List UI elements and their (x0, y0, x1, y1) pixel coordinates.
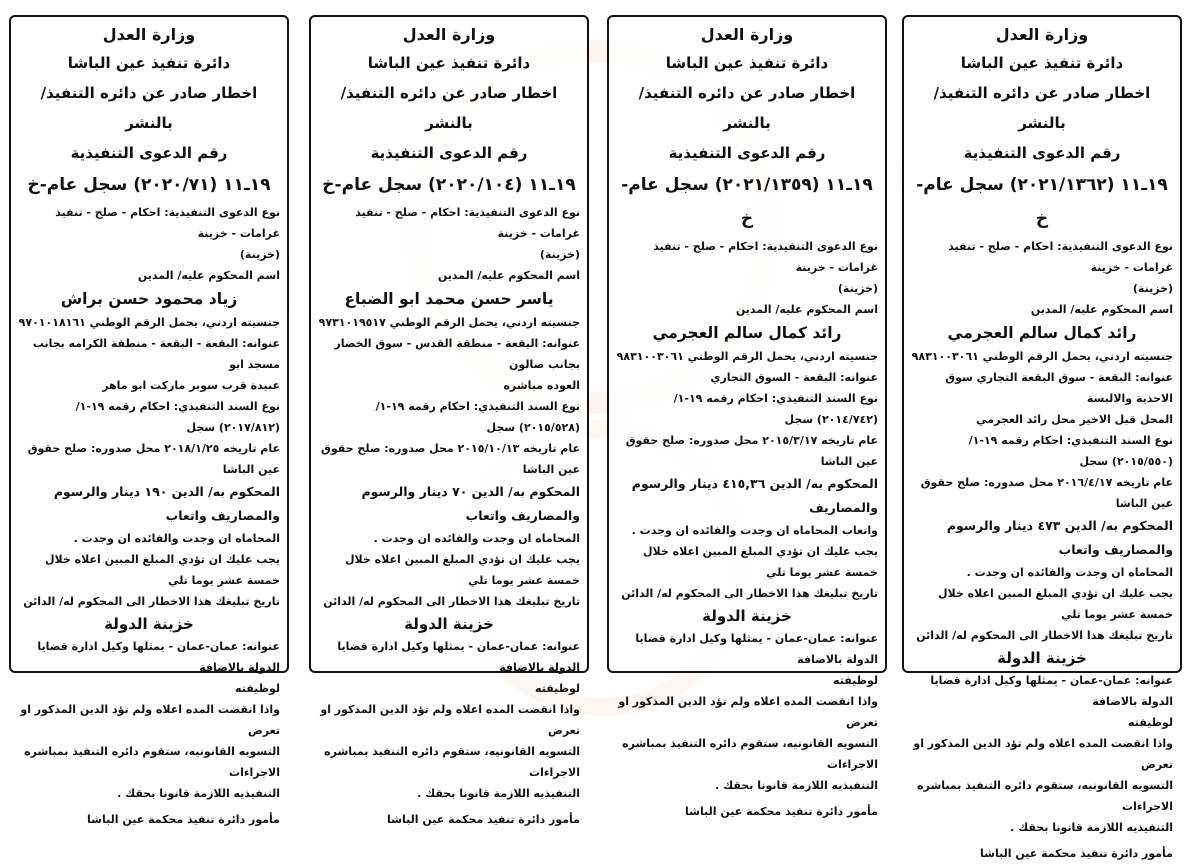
ministry-title: وزارة العدل (995, 25, 1089, 44)
notice-panel (9, 15, 289, 826)
case-heading: رقم الدعوى التنفيذية (370, 144, 528, 162)
warning-end: التنفيذيه اللازمة قانونا بحقك . (715, 779, 878, 792)
announcement-title: اخطار صادر عن دائره التنفيذ/ بالنشر (340, 84, 558, 132)
bond-cont: عام تاريخه ٢٠١٨/١/٢٥ محل صدوره: صلح حقوق عين الباشا (27, 442, 280, 476)
deadline: يجب عليك ان تؤدي المبلغ المبين اعلاه خلال خمسة عشر يوما تلي (344, 553, 580, 587)
judgment: المحكوم به/ الدين ٤١٥,٣٦ دينار والرسوم والمصاريف (631, 476, 878, 515)
case-type-cont: (خزينة) (1132, 282, 1173, 295)
bond: نوع السند التنفيذي: احكام رقمه ١٩-١/ (٢٠١٥/٥٥٠) سجل (968, 434, 1173, 468)
address: عنوانه: البقعة - سوق البقعة التجاري سوق الاحذية والالبسة (945, 371, 1173, 405)
creditor-title: خزينة الدولة (404, 615, 494, 633)
signature: مأمور دائرة تنفيذ محكمة عين الباشا (685, 805, 878, 818)
warning-end: التنفيذيه اللازمة قانونا بحقك . (417, 787, 580, 800)
bond-cont: عام تاريخه ٢٠١٦/٤/١٧ محل صدوره: صلح حقوق عين الباشا (920, 476, 1173, 510)
creditor-title: خزينة الدولة (104, 615, 194, 633)
announcement-title: اخطار صادر عن دائره التنفيذ/ بالنشر (40, 84, 258, 132)
announcement-title: اخطار صادر عن دائره التنفيذ/ بالنشر (933, 84, 1151, 132)
deadline-cont: تاريخ تبليغك هذا الاخطار الى المحكوم له/ الدائن (621, 587, 878, 600)
creditor-address-cont: لوظيفته (1128, 716, 1173, 729)
bond: نوع السند التنفيذي: احكام رقمه ١٩-١/ (٢٠١٤/٧٤٢) سجل (673, 392, 878, 426)
warning: واذا انقضت المده اعلاه ولم تؤد الدين المذكور او تعرض (320, 703, 580, 737)
address-cont: العوده مباشره (503, 379, 580, 392)
bond: نوع السند التنفيذي: احكام رقمه ١٩-١/ (٢٠١٥/٥٢٨) سجل (375, 400, 580, 434)
address-cont: عبيدة قرب سوبر ماركت ابو ماهر (102, 379, 280, 392)
warning-cont: التسويه القانونيه، ستقوم دائره التنفيذ بمباشره الاجراءات (24, 745, 280, 779)
party-label: اسم المحكوم عليه/ المدين (437, 269, 580, 282)
case-type: نوع الدعوى التنفيذية: احكام - صلح - تنفيذ غرامات - خزينة (55, 206, 280, 240)
judgment-cont: المحاماه ان وجدت والفائده ان وجدت . (373, 532, 580, 545)
nationality: جنسيته اردني، يحمل الرقم الوطني ٩٨٣١٠٠٣٠٦١ (911, 350, 1173, 363)
deadline-cont: تاريخ تبليغك هذا الاخطار الى المحكوم له/ الدائن (23, 595, 280, 608)
warning-end: التنفيذيه اللازمة قانونا بحقك . (1010, 821, 1173, 834)
party-label: اسم المحكوم عليه/ المدين (735, 303, 878, 316)
deadline: يجب عليك ان تؤدي المبلغ المبين اعلاه خلال خمسة عشر يوما تلي (937, 587, 1173, 621)
creditor-title: خزينة الدولة (997, 649, 1087, 667)
case-heading: رقم الدعوى التنفيذية (963, 144, 1121, 162)
creditor-address-cont: لوظيفته (833, 674, 878, 687)
ministry-title: وزارة العدل (102, 25, 196, 44)
case-heading: رقم الدعوى التنفيذية (70, 144, 228, 162)
creditor-address: عنوانه: عمان-عمان - يمثلها وكيل ادارة قضايا الدولة بالاضافة (37, 640, 280, 674)
creditor-address: عنوانه: عمان-عمان - يمثلها وكيل ادارة قضايا الدولة بالاضافة (635, 632, 878, 666)
party-label: اسم المحكوم عليه/ المدين (137, 269, 280, 282)
debtor-name: زياد محمود حسن براش (60, 290, 238, 308)
department-title: دائرة تنفيذ عين الباشا (367, 54, 531, 72)
case-number: ١٩ـ١١ (٢٠٢١/١٣٦٢) سجل عام-خ (916, 175, 1168, 229)
nationality: جنسيته اردني، يحمل الرقم الوطني ٩٧٠١٠١٨١٦١ (18, 316, 280, 329)
notice-panel (607, 15, 887, 818)
signature: مأمور دائرة تنفيذ محكمة عين الباشا (980, 847, 1173, 860)
deadline: يجب عليك ان تؤدي المبلغ المبين اعلاه خلال خمسة عشر يوما تلي (44, 553, 280, 587)
creditor-address: عنوانه: عمان-عمان - يمثلها وكيل ادارة قضايا الدولة بالاضافة (930, 674, 1173, 708)
address-cont: المحل قبل الاخير محل رائد العجرمي (976, 413, 1173, 426)
case-type: نوع الدعوى التنفيذية: احكام - صلح - تنفيذ غرامات - خزينة (948, 240, 1173, 274)
deadline-cont: تاريخ تبليغك هذا الاخطار الى المحكوم له/ الدائن (916, 629, 1173, 642)
case-type: نوع الدعوى التنفيذية: احكام - صلح - تنفيذ غرامات - خزينة (653, 240, 878, 274)
notice-panel (309, 15, 589, 826)
address: عنوانه: البقعة - السوق التجاري (710, 371, 878, 384)
case-type-cont: (خزينة) (239, 248, 280, 261)
address: عنوانه: البقعة - البقعة - منطقة الكرامه بجانب مسجد ابو (32, 337, 280, 371)
ministry-title: وزارة العدل (700, 25, 794, 44)
warning-cont: التسويه القانونيه، ستقوم دائره التنفيذ بمباشره الاجراءات (917, 779, 1173, 813)
warning-cont: التسويه القانونيه، ستقوم دائره التنفيذ بمباشره الاجراءات (324, 745, 580, 779)
judgment: المحكوم به/ الدين ١٩٠ دينار والرسوم والمصاريف واتعاب (53, 484, 280, 523)
nationality: جنسيته اردني، يحمل الرقم الوطني ٩٨٣١٠٠٣٠٦١ (616, 350, 878, 363)
department-title: دائرة تنفيذ عين الباشا (67, 54, 231, 72)
creditor-address-cont: لوظيفته (535, 682, 580, 695)
warning-cont: التسويه القانونيه، ستقوم دائره التنفيذ بمباشره الاجراءات (622, 737, 878, 771)
judgment-cont: المحاماه ان وجدت والفائده ان وجدت . (966, 566, 1173, 579)
notice-panel (902, 15, 1182, 860)
creditor-title: خزينة الدولة (702, 607, 792, 625)
creditor-address: عنوانه: عمان-عمان - يمثلها وكيل ادارة قضايا الدولة بالاضافة (337, 640, 580, 674)
judgment: المحكوم به/ الدين ٧٠ دينار والرسوم والمصاريف واتعاب (361, 484, 580, 523)
case-type-cont: (خزينة) (837, 282, 878, 295)
bond: نوع السند التنفيذي: احكام رقمه ١٩-١/ (٢٠١٧/٨١٢) سجل (75, 400, 280, 434)
bond-cont: عام تاريخه ٢٠١٥/١٠/١٣ محل صدوره: صلح حقوق عين الباشا (321, 442, 580, 476)
debtor-name: ياسر حسن محمد ابو الضباع (344, 290, 554, 308)
warning: واذا انقضت المده اعلاه ولم تؤد الدين المذكور او تعرض (913, 737, 1173, 771)
judgment: المحكوم به/ الدين ٤٧٣ دينار والرسوم والمصاريف واتعاب (946, 518, 1173, 557)
bond-cont: عام تاريخه ٢٠١٥/٣/١٧ محل صدوره: صلح حقوق عين الباشا (625, 434, 878, 468)
case-type-cont: (خزينة) (539, 248, 580, 261)
debtor-name: رائد كمال سالم العجرمي (947, 324, 1137, 342)
department-title: دائرة تنفيذ عين الباشا (665, 54, 829, 72)
debtor-name: رائد كمال سالم العجرمي (652, 324, 842, 342)
warning-end: التنفيذيه اللازمة قانونا بحقك . (117, 787, 280, 800)
address: عنوانه: البقعة - منطقة القدس - سوق الخضار بجانب صالون (334, 337, 580, 371)
warning: واذا انقضت المده اعلاه ولم تؤد الدين المذكور او تعرض (20, 703, 280, 737)
warning: واذا انقضت المده اعلاه ولم تؤد الدين المذكور او تعرض (618, 695, 878, 729)
department-title: دائرة تنفيذ عين الباشا (960, 54, 1124, 72)
signature: مأمور دائرة تنفيذ محكمة عين الباشا (387, 813, 580, 826)
case-number: ١٩ـ١١ (٢٠٢٠/٧١) سجل عام-خ (27, 175, 271, 195)
ministry-title: وزارة العدل (402, 25, 496, 44)
signature: مأمور دائرة تنفيذ محكمة عين الباشا (87, 813, 280, 826)
case-number: ١٩ـ١١ (٢٠٢١/١٣٥٩) سجل عام-خ (621, 175, 873, 229)
announcement-title: اخطار صادر عن دائره التنفيذ/ بالنشر (638, 84, 856, 132)
judgment-cont: واتعاب المحاماه ان وجدت والفائده ان وجدت . (631, 524, 878, 537)
case-heading: رقم الدعوى التنفيذية (668, 144, 826, 162)
case-number: ١٩ـ١١ (٢٠٢٠/١٠٤) سجل عام-خ (322, 175, 576, 195)
judgment-cont: المحاماه ان وجدت والفائده ان وجدت . (73, 532, 280, 545)
case-type: نوع الدعوى التنفيذية: احكام - صلح - تنفيذ غرامات - خزينة (355, 206, 580, 240)
party-label: اسم المحكوم عليه/ المدين (1030, 303, 1173, 316)
nationality: جنسيته اردني، يحمل الرقم الوطني ٩٧٣١٠١٩٥١٧ (318, 316, 580, 329)
deadline: يجب عليك ان تؤدي المبلغ المبين اعلاه خلال خمسة عشر يوما تلي (642, 545, 878, 579)
creditor-address-cont: لوظيفته (235, 682, 280, 695)
deadline-cont: تاريخ تبليغك هذا الاخطار الى المحكوم له/ الدائن (323, 595, 580, 608)
